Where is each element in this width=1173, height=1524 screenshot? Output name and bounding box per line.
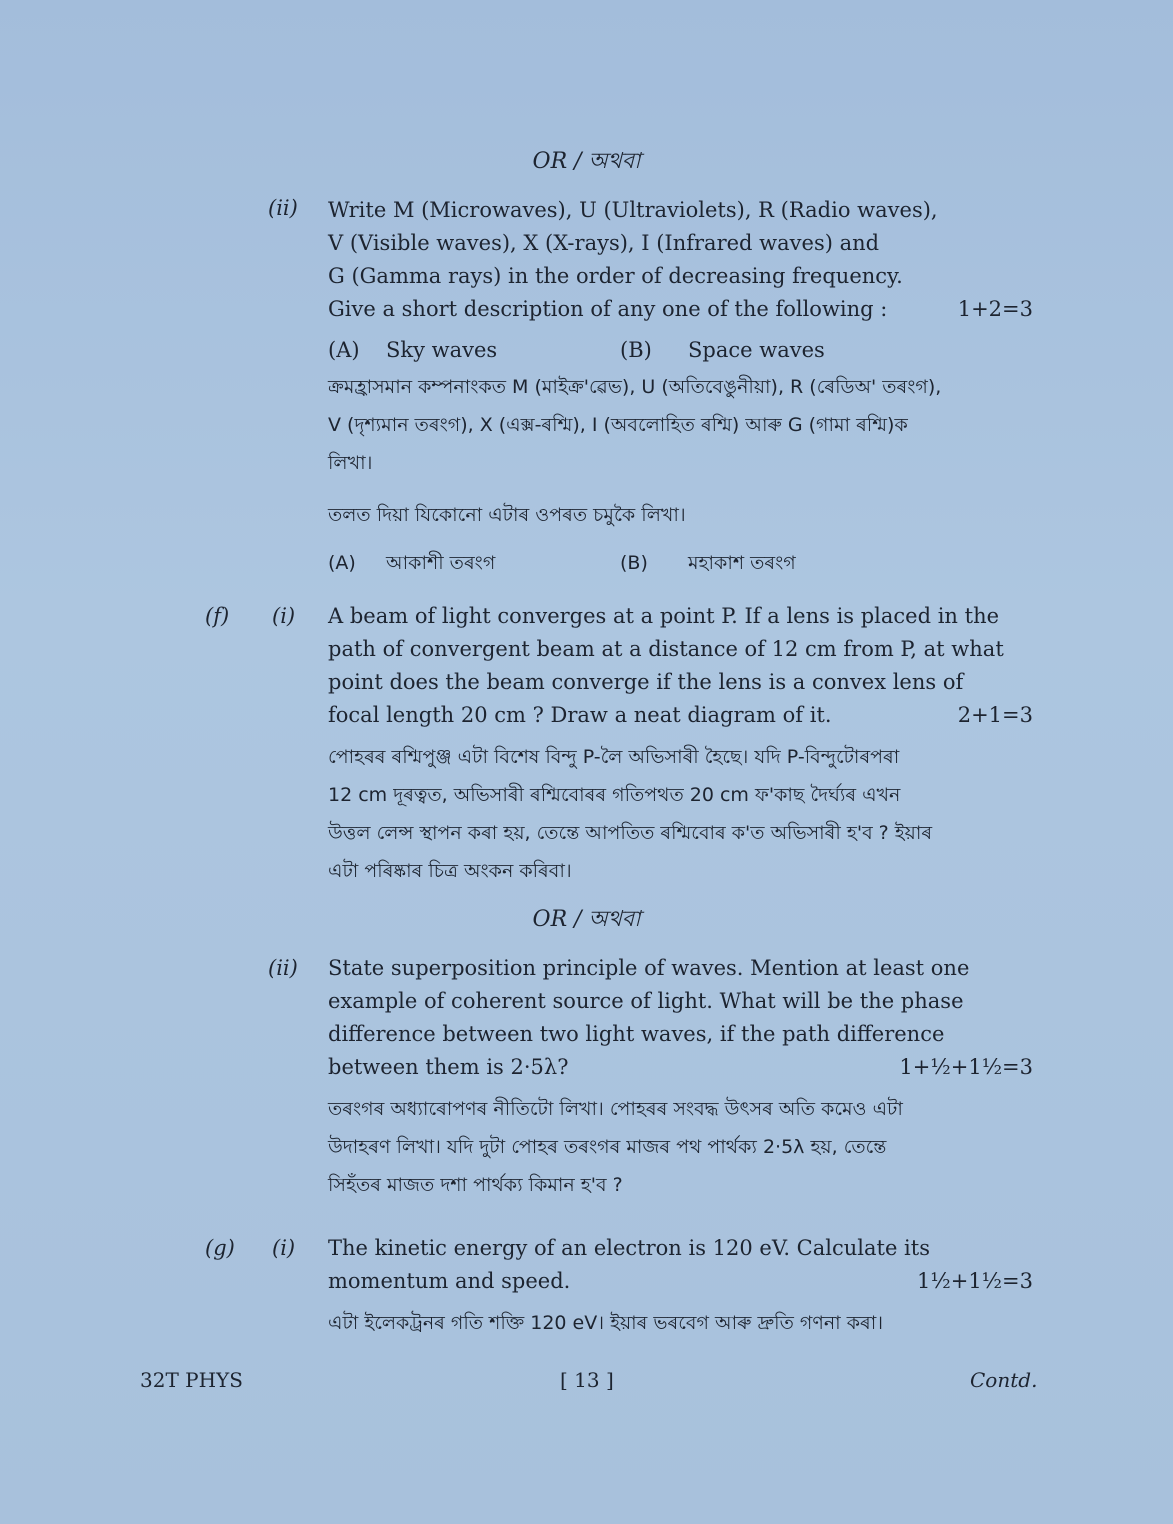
text-line: এটা পৰিষ্কাৰ চিত্ৰ অংকন কৰিবা। [328,860,572,882]
text-line: 12 cm দূৰত্বত, অভিসাৰী ৰশ্মিবোৰৰ গতিপথত 20 cm ফ'কাছ দৈৰ্ঘ্যৰ এখন [328,784,901,806]
or-heading: OR / অথবা [532,907,641,932]
text-line: point does the beam converge if the lens is a convex lens of [328,670,964,694]
text-line: V (Visible waves), X (X-rays), I (Infrared waves) and [328,231,880,255]
question-marker-ii: (ii) [268,956,298,980]
question-g-i-english [328,1232,1033,1298]
question-f-ii-english [328,952,1033,1084]
marks: 1+½+1½=3 [899,1055,1033,1079]
text-line: path of convergent beam at a distance of 12 cm from P, at what [328,637,1004,661]
text-line: সিহঁতৰ মাজত দশা পাৰ্থক্য কিমান হ'ব ? [328,1174,623,1196]
option-b-text: মহাকাশ তৰংগ [688,552,796,574]
text-line-with-marks [328,1265,1033,1298]
text-line: between them is 2·5λ? [328,1055,569,1079]
text-line: এটা ইলেকট্ৰনৰ গতি শক্তি 120 eV। ইয়াৰ ভৰবেগ আৰু দ্ৰুতি গণনা কৰা। [328,1312,884,1334]
question-e-ii-assamese [328,368,1038,582]
question-marker-g: (g) [205,1236,235,1260]
text-line: A beam of light converges at a point P. If a lens is placed in the [328,604,1000,628]
options-row [328,544,1038,582]
or-heading: OR / অথবা [532,149,641,174]
text-line: তলত দিয়া যিকোনো এটাৰ ওপৰত চমুকৈ লিখা। [328,504,686,526]
text-line: V (দৃশ্যমান তৰংগ), X (এক্স-ৰশ্মি), I (অবলোহিত ৰশ্মি) আৰু G (গামা ৰশ্মি)ক [328,414,908,436]
text-line: Write M (Microwaves), U (Ultraviolets), R (Radio waves), [328,198,938,222]
question-marker-i: (i) [272,604,296,628]
option-b-text: Space waves [688,338,825,362]
text-line: focal length 20 cm ? Draw a neat diagram of it. [328,703,832,727]
option-a-text: আকাশী তৰংগ [386,552,496,574]
text-line-with-marks [328,1051,1033,1084]
text-line-with-marks [328,699,1033,732]
continued-label: Contd. [970,1368,1038,1392]
question-f-i-assamese [328,738,1038,890]
text-line: State superposition principle of waves. Mention at least one [328,956,970,980]
marks: 2+1=3 [957,703,1033,727]
option-b-label: (B) [620,552,648,574]
text-line-with-marks [328,293,1033,326]
text-line: G (Gamma rays) in the order of decreasing frequency. [328,264,903,288]
text-line: difference between two light waves, if the path difference [328,1022,945,1046]
question-e-ii-english [328,194,1033,367]
text-line: momentum and speed. [328,1269,571,1293]
question-f-i-english [328,600,1033,732]
text-line: উদাহৰণ লিখা। যদি দুটা পোহৰ তৰংগৰ মাজৰ পথ পাৰ্থক্য 2·5λ হয়, তেন্তে [328,1136,887,1158]
page-number: [ 13 ] [560,1368,614,1392]
option-b-label: (B) [620,338,652,362]
text-line: তৰংগৰ অধ্যাৰোপণৰ নীতিটো লিখা। পোহৰৰ সংবদ্ধ উৎসৰ অতি কমেও এটা [328,1098,903,1120]
marks: 1+2=3 [957,297,1033,321]
option-a-label: (A) [328,338,360,362]
marks: 1½+1½=3 [917,1269,1033,1293]
option-a-label: (A) [328,552,356,574]
text-line: Give a short description of any one of the following : [328,297,888,321]
text-line: ক্রমহ্রাসমান কম্পনাংকত M (মাইক্র'ৱেভ), U (অতিবেঙুনীয়া), R (ৰেডিঅ' তৰংগ), [328,376,942,398]
text-line: উত্তল লেন্স স্থাপন কৰা হয়, তেন্তে আপতিত ৰশ্মিবোৰ ক'ত অভিসাৰী হ'ব ? ইয়াৰ [328,822,933,844]
text-line: The kinetic energy of an electron is 120 eV. Calculate its [328,1236,930,1260]
options-row [328,334,1033,367]
paper-code: 32T PHYS [140,1368,243,1392]
question-marker-f: (f) [205,604,230,628]
question-g-i-assamese [328,1304,1048,1342]
text-line: লিখা। [328,452,373,474]
question-marker-ii: (ii) [268,196,298,220]
question-f-ii-assamese [328,1090,1038,1204]
text-line: example of coherent source of light. What will be the phase [328,989,964,1013]
question-marker-i: (i) [272,1236,296,1260]
option-a-text: Sky waves [386,338,498,362]
text-line: পোহৰৰ ৰশ্মিপুঞ্জ এটা বিশেষ বিন্দু P-লৈ অভিসাৰী হৈছে। যদি P-বিন্দুটোৰপৰা [328,746,900,768]
